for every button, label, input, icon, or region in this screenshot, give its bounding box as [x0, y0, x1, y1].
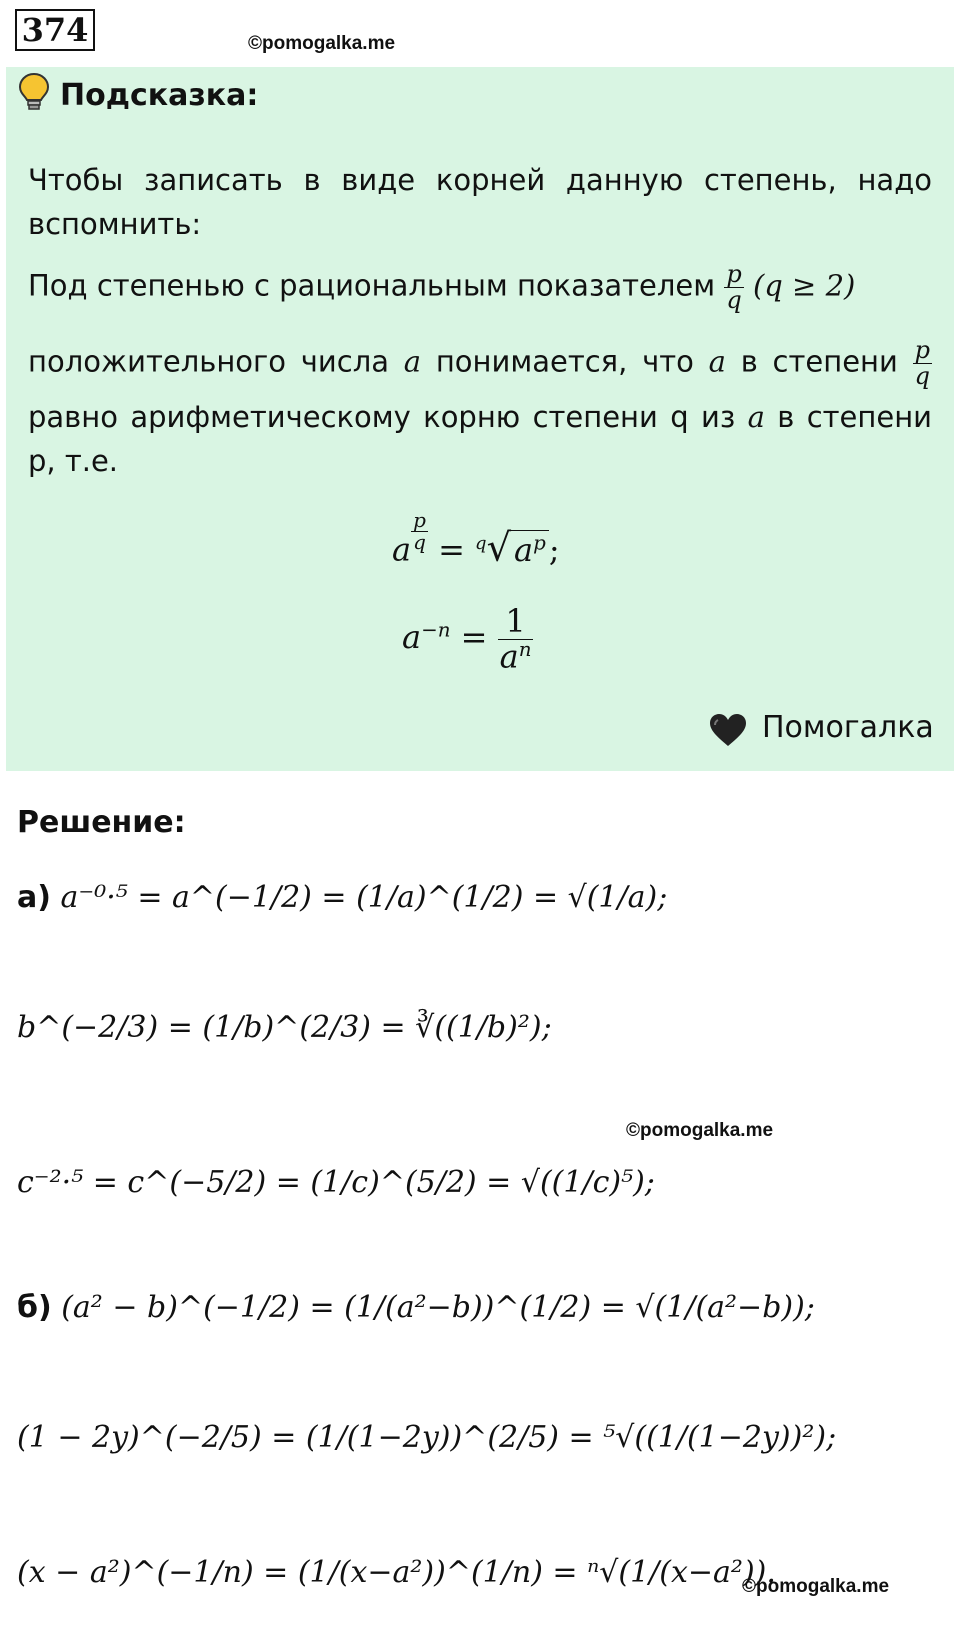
- solution-row-a2: b^(−2/3) = (1/b)^(2/3) = ∛((1/b)²);: [17, 1010, 552, 1045]
- lightbulb-icon: [17, 72, 51, 112]
- hint-title: Подсказка:: [60, 78, 259, 113]
- solution-row-a1: а) a⁻⁰·⁵ = a^(−1/2) = (1/a)^(1/2) = √(1/a);: [17, 880, 668, 915]
- heart-icon: [708, 712, 748, 748]
- hint-paragraph-2: Под степенью с рациональным показателем $\frac{p}{q}$ (q ≥ 2): [28, 260, 856, 315]
- solution-row-b1: б) (a² − b)^(−1/2) = (1/(a²−b))^(1/2) = √(1/(a²−b));: [17, 1290, 815, 1325]
- brand-name: Помогалка: [762, 710, 934, 745]
- formula-negative-exponent: $a^{-n}$ = $\frac{1}{a^n}$: [402, 602, 532, 676]
- formula-root-definition: a $\frac{p}{q}$ = $^q√a^p$;: [392, 508, 560, 571]
- problem-number: 374: [15, 9, 95, 51]
- solution-row-b2: (1 − 2y)^(−2/5) = (1/(1−2y))^(2/5) = ⁵√((1/(1−2y))²);: [17, 1420, 837, 1455]
- watermark-middle: ©pomogalka.me: [626, 1120, 774, 1141]
- fraction-p-over-q: $\frac{p}{q}$: [726, 260, 742, 315]
- solution-row-a3: c⁻²·⁵ = c^(−5/2) = (1/c)^(5/2) = √((1/c)⁵);: [17, 1165, 655, 1200]
- watermark-bottom: ©pomogalka.me: [742, 1576, 890, 1597]
- hint-paragraph-3: положительного числа a понимается, что a в степени $\frac{p}{q}$: [28, 336, 930, 391]
- solution-row-b3: (x − a²)^(−1/n) = (1/(x−a²))^(1/n) = ⁿ√(1/(x−a²)).: [17, 1555, 776, 1590]
- hint-paragraph-1: Чтобы записать в виде корней данную степень, надо вспомнить:: [28, 163, 932, 241]
- solution-title: Решение:: [17, 805, 186, 840]
- watermark: ©pomogalka.me: [248, 33, 396, 54]
- hint-paragraph-4: равно арифметическому корню степени q из a в степени p, т.е.: [28, 400, 932, 478]
